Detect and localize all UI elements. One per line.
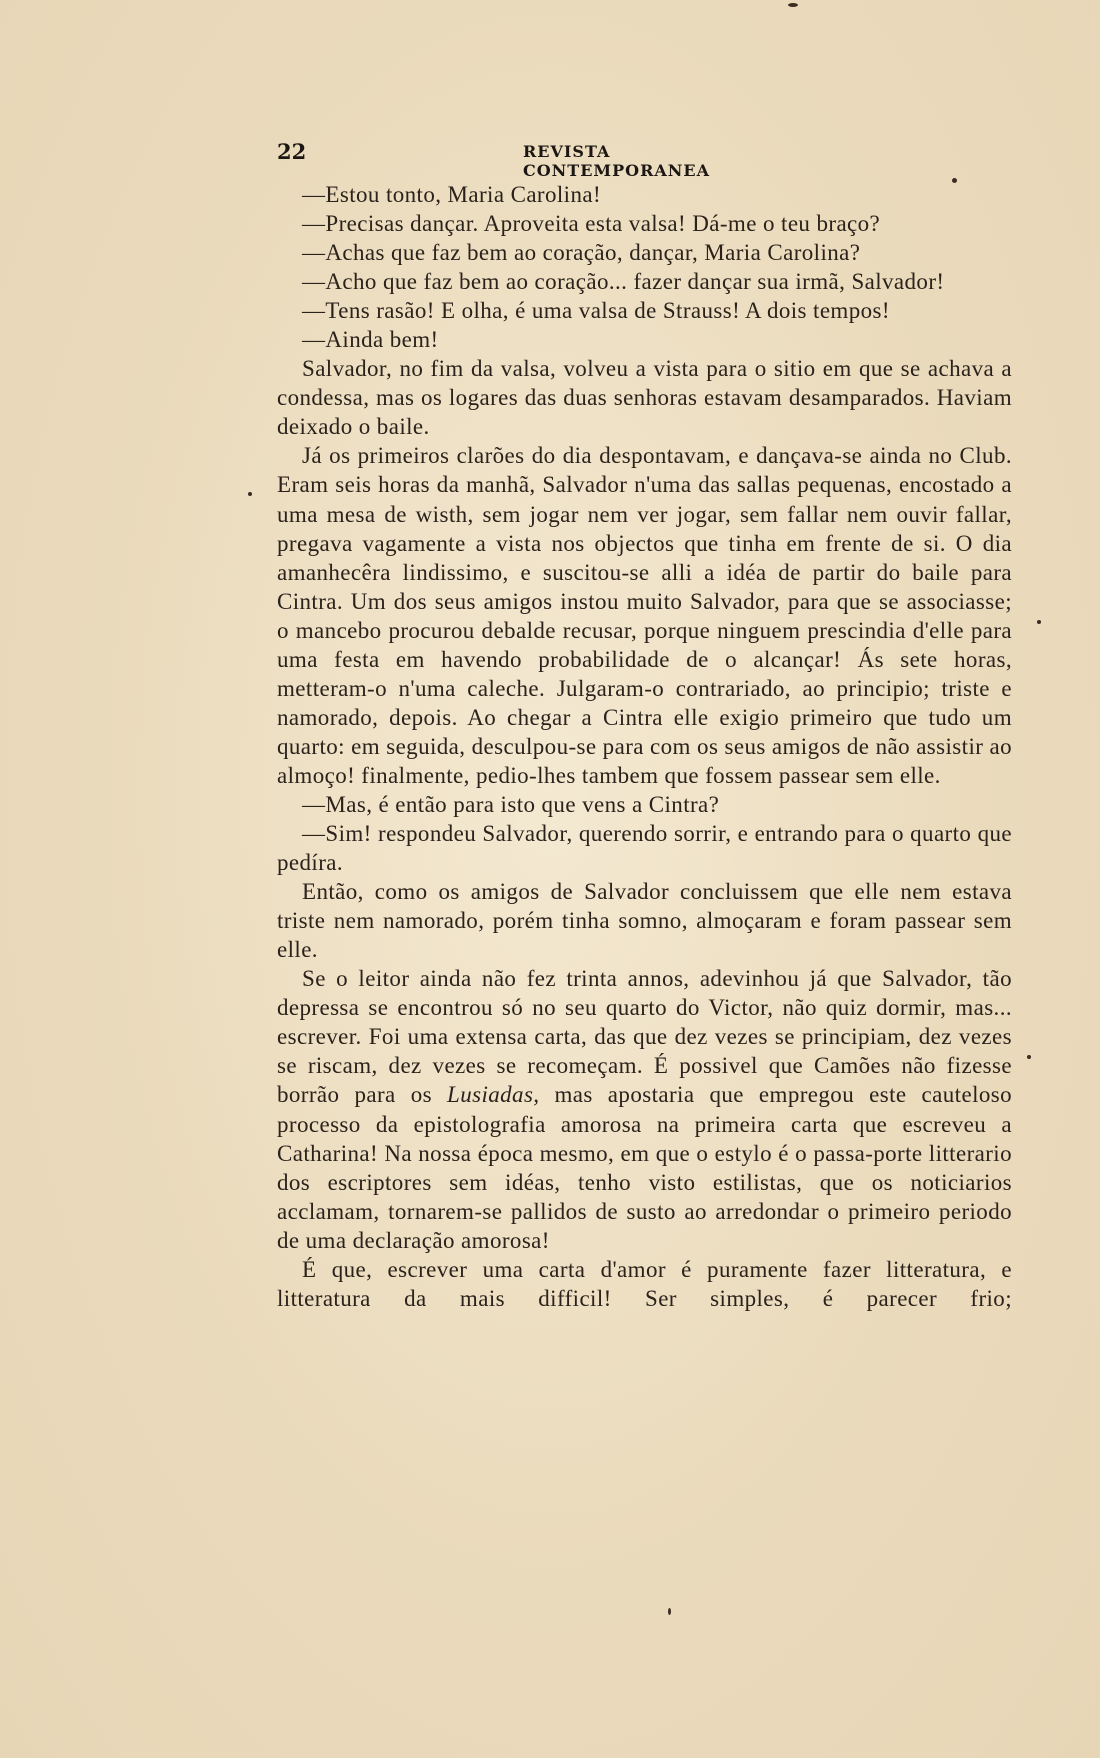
paragraph: É que, escrever uma carta d'amor é puramente fazer litteratura, e litteratura da mais difficil! Ser simples, é parecer frio; [277, 1256, 1012, 1311]
body-text [277, 180, 1012, 1313]
dialogue-line: —Acho que faz bem ao coração... fazer dançar sua irmã, Salvador! [302, 269, 945, 295]
dialogue-line: —Achas que faz bem ao coração, dançar, Maria Carolina? [302, 240, 861, 266]
running-title: REVISTA CONTEMPORANEA [523, 142, 711, 180]
paper-speck [668, 1608, 671, 1615]
paper-speck [1027, 1055, 1031, 1059]
paper-speck [248, 492, 252, 496]
paragraph: Salvador, no fim da valsa, volveu a vista para o sitio em que se achava a condessa, mas os logares das duas senhoras estavam desamparados. Haviam deixado o baile. [277, 356, 1012, 440]
paragraph: Então, como os amigos de Salvador concluissem que elle nem estava triste nem namorado, porém tinha somno, almoçaram e foram passear sem elle. [277, 879, 1012, 963]
dialogue-line: —Mas, é então para isto que vens a Cintra? [302, 791, 720, 817]
italic-title: Lusiadas, [447, 1082, 540, 1108]
paper-speck [952, 178, 957, 183]
paragraph [277, 964, 1012, 1254]
page-number: 22 [277, 139, 307, 164]
paper-speck [1037, 620, 1041, 624]
dialogue-line: —Ainda bem! [302, 327, 439, 353]
paragraph: Já os primeiros clarões do dia despontavam, e dançava-se ainda no Club. Eram seis horas da manhã, Salvador n'uma das sallas pequenas, encostado a uma mesa de wisth, sem jogar nem ver jogar, sem fallar nem ouvir fallar, pregava vagamente a vista nos objectos que tinha em frente de si. O dia amanhecêra lindissimo, e suscitou-se alli a idéa de partir do baile para Cintra. Um dos seus amigos instou muito Salvador, para que se associasse; o mancebo procurou debalde recusar, porque ninguem prescindia d'elle para uma festa em havendo probabilidade de o alcançar! Ás sete horas, metteram-o n'uma caleche. Julgaram-o contrariado, ao principio; triste e namorado, depois. Ao chegar a Cintra elle exigio primeiro que tudo um quarto: em seguida, desculpou-se para com os seus amigos de não assistir ao almoço! finalmente, pedio-lhes tambem que fossem passear sem elle. [277, 443, 1012, 788]
paper-speck [788, 3, 798, 7]
dialogue-line: —Tens rasão! E olha, é uma valsa de Strauss! A dois tempos! [302, 298, 890, 324]
paragraph-text: mas apostaria que empregou este cauteloso processo da epistolografia amorosa na primeira carta que escreveu a Catharina! Na nossa época mesmo, em que o estylo é o passa-porte litterario dos escriptores sem idéas, tenho visto estilistas, que os noticiarios acclamam, tornarem-se pallidos de susto ao arredondar o primeiro periodo de uma declaração amorosa! [277, 1082, 1013, 1253]
paragraph-text: Se o leitor ainda não fez trinta annos, adevinhou já que Salvador, tão depressa se encontrou só no seu quarto do Victor, não quiz dormir, mas... escrever. Foi uma extensa carta, das que dez vezes se principiam, dez vezes se riscam, dez vezes se recomeçam. É possivel que Camões não fizesse borrão para os [277, 966, 1012, 1108]
dialogue-line: —Sim! respondeu Salvador, querendo sorrir, e entrando para o quarto que pedíra. [277, 821, 1012, 876]
dialogue-line: —Estou tonto, Maria Carolina! [302, 182, 602, 207]
page-header [277, 139, 784, 180]
dialogue-line: —Precisas dançar. Aproveita esta valsa! Dá-me o teu braço? [302, 211, 881, 237]
